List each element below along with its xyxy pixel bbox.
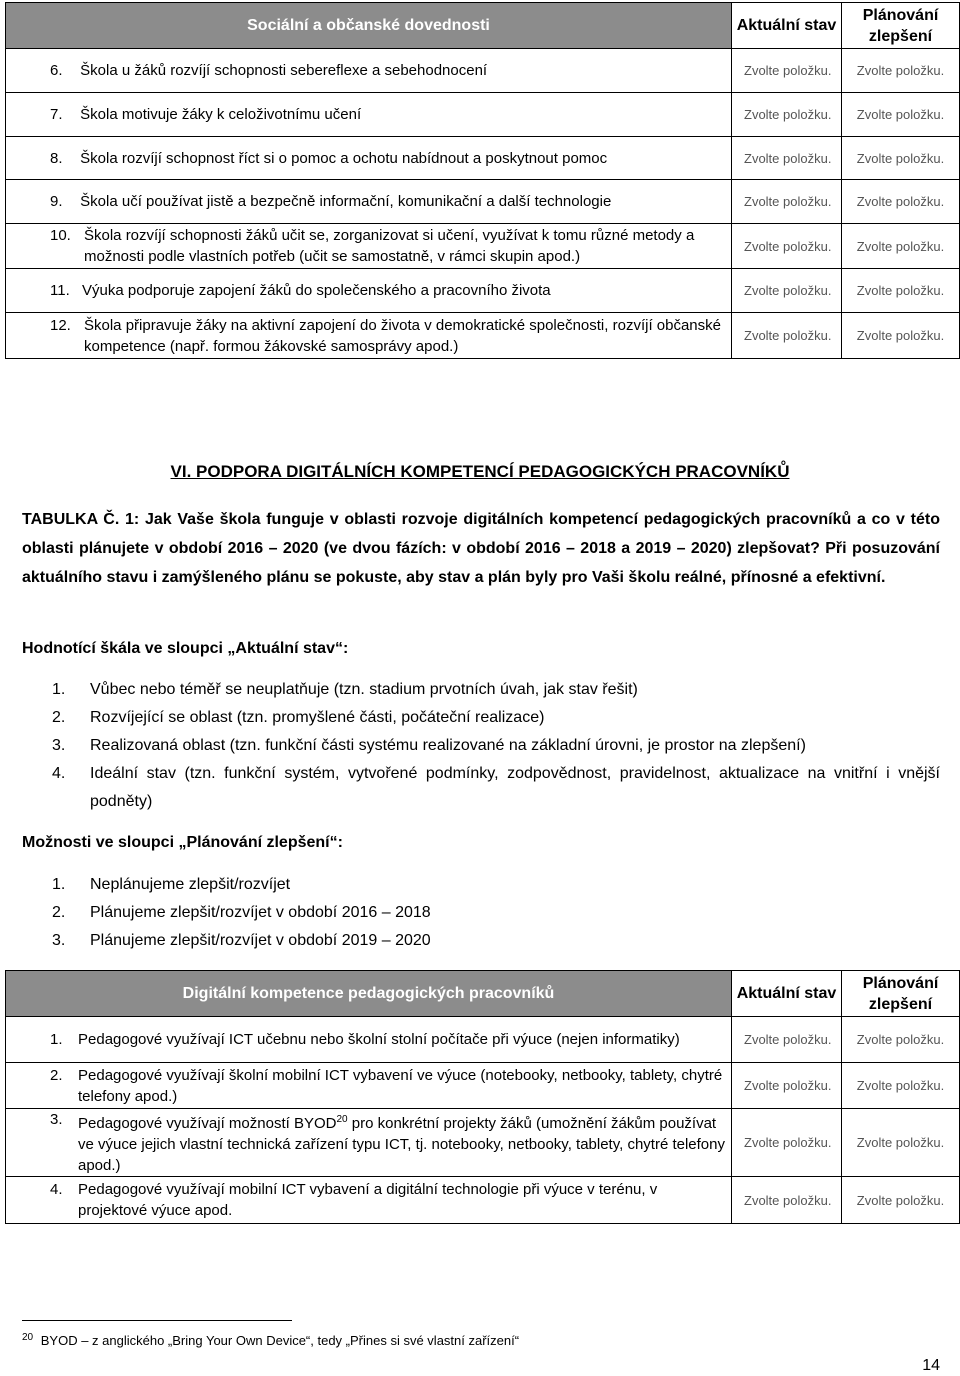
plan-select[interactable]: Zvolte položku. <box>842 180 960 224</box>
row-text: Pedagogové využívají školní mobilní ICT vybavení ve výuce (notebooky, netbooky, tablety, chytré telefony apod.) <box>78 1066 723 1105</box>
row-number: 2. <box>50 1066 63 1084</box>
options-list <box>52 871 940 955</box>
row-text: Pedagogové využívají ICT učebnu nebo školní stolní počítače při výuce (nejen informatiky) <box>78 1031 680 1048</box>
list-item: 3. Plánujeme zlepšit/rozvíjet v období 2019 – 2020 <box>52 932 431 949</box>
row-number: 10. <box>50 227 71 244</box>
table-row <box>6 1109 960 1177</box>
row-text: Škola motivuje žáky k celoživotnímu učení <box>80 106 362 123</box>
col-header-plan-improvement: Plánování zlepšení <box>842 3 960 49</box>
list-item: 1. Vůbec nebo téměř se neuplatňuje (tzn. stadium prvotních úvah, jak stav řešit) <box>52 681 638 698</box>
current-state-select[interactable]: Zvolte položku. <box>732 49 842 93</box>
current-state-select[interactable]: Zvolte položku. <box>732 1177 842 1224</box>
plan-select[interactable]: Zvolte položku. <box>842 1109 960 1177</box>
plan-select[interactable]: Zvolte položku. <box>842 93 960 137</box>
footnote-text: BYOD – z anglického „Bring Your Own Device“, tedy „Přines si své vlastní zařízení“ <box>40 1333 520 1349</box>
list-item: 4. Ideální stav (tzn. funkční systém, vytvořené podmínky, zodpovědnost, pravidelnost, aktualizace na vnitřní i vnější podněty) <box>52 765 940 810</box>
section-intro: TABULKA Č. 1: Jak Vaše škola funguje v oblasti rozvoje digitálních kompetencí pedagogických pracovníků a co v této oblasti plánujete v období 2016 – 2020 (ve dvou fázích: v období 2016 – 2018 a 2019 – 2020) zlepšovat? Při posuzování aktuálního stavu i zamýšleného plánu se pokuste, aby stav a plán byly pro Vaši školu reálné, přínosné a efektivní. <box>22 511 940 586</box>
plan-select[interactable]: Zvolte položku. <box>842 224 960 269</box>
row-text: Škola rozvíjí schopnosti žáků učit se, zorganizovat si učení, využívat k tomu různé metody a možnosti podle vlastních potřeb (učit se samostatně, v rámci skupin apod.) <box>84 227 695 265</box>
table-digital-competences <box>5 970 960 1224</box>
row-text: Škola u žáků rozvíjí schopnosti sebereflexe a sebehodnocení <box>80 62 488 79</box>
table-row <box>6 224 960 269</box>
current-state-select[interactable]: Zvolte položku. <box>732 1017 842 1063</box>
table-row <box>6 1017 960 1063</box>
col-header-current-state: Aktuální stav <box>732 3 842 49</box>
plan-select[interactable]: Zvolte položku. <box>842 1177 960 1224</box>
list-item: 2. Rozvíjející se oblast (tzn. promyšlené části, počáteční realizace) <box>52 709 545 726</box>
scale-title: Hodnotící škála ve sloupci „Aktuální stav“: <box>22 640 349 657</box>
col-header-plan-improvement: Plánování zlepšení <box>842 971 960 1017</box>
col-header-current-state: Aktuální stav <box>732 971 842 1017</box>
current-state-select[interactable]: Zvolte položku. <box>732 137 842 180</box>
table-row <box>6 1177 960 1224</box>
section-title: VI. PODPORA DIGITÁLNÍCH KOMPETENCÍ PEDAGOGICKÝCH PRACOVNÍKŮ <box>170 462 790 481</box>
plan-select[interactable]: Zvolte položku. <box>842 137 960 180</box>
current-state-select[interactable]: Zvolte položku. <box>732 1063 842 1109</box>
table1-title: Sociální a občanské dovednosti <box>6 3 732 49</box>
current-state-select[interactable]: Zvolte položku. <box>732 269 842 313</box>
plan-select[interactable]: Zvolte položku. <box>842 1017 960 1063</box>
table-social-civic-skills <box>5 2 960 359</box>
footnote-mark: 20 <box>22 1332 34 1343</box>
list-item: 1. Neplánujeme zlepšit/rozvíjet <box>52 876 291 893</box>
page-number: 14 <box>922 1357 940 1374</box>
row-text: Škola rozvíjí schopnost říct si o pomoc a ochotu nabídnout a poskytnout pomoc <box>80 149 608 167</box>
row-text: Pedagogové využívají možností BYOD$^{20}$ pro konkrétní projekty žáků (umožnění žákům používat ve výuce jejich vlastní technická zařízení typu ICT, tj. notebooky, netbooky, tablety, chytré telefony apod.) <box>78 1114 725 1174</box>
row-number: 11. <box>50 282 70 299</box>
row-text: Pedagogové využívají mobilní ICT vybavení a digitální technologie při výuce v terénu, v projektové výuce apod. <box>78 1181 658 1219</box>
table2-title: Digitální kompetence pedagogických pracovníků <box>6 971 732 1017</box>
table-row <box>6 1063 960 1109</box>
plan-select[interactable]: Zvolte položku. <box>842 1063 960 1109</box>
row-text: Škola připravuje žáky na aktivní zapojení do života v demokratické společnosti, rozvíjí občanské kompetence (např. formou žákovské samosprávy apod.) <box>84 316 721 355</box>
row-text: Škola učí používat jistě a bezpečně informační, komunikační a další technologie <box>80 193 612 210</box>
row-number: 3. <box>50 1111 63 1128</box>
plan-select[interactable]: Zvolte položku. <box>842 313 960 359</box>
footnote-divider <box>22 1320 292 1321</box>
row-number: 8. <box>50 149 63 167</box>
footnote <box>22 1332 519 1348</box>
current-state-select[interactable]: Zvolte položku. <box>732 224 842 269</box>
plan-select[interactable]: Zvolte položku. <box>842 49 960 93</box>
current-state-select[interactable]: Zvolte položku. <box>732 180 842 224</box>
table-row <box>6 49 960 93</box>
table-row <box>6 93 960 137</box>
row-text: Výuka podporuje zapojení žáků do společenského a pracovního života <box>82 282 551 299</box>
plan-select[interactable]: Zvolte položku. <box>842 269 960 313</box>
current-state-select[interactable]: Zvolte položku. <box>732 313 842 359</box>
scale-list <box>52 676 940 816</box>
footnote-ref: 20 <box>336 1114 348 1125</box>
table-row <box>6 313 960 359</box>
list-item: 3. Realizovaná oblast (tzn. funkční části systému realizované na základní úrovni, je prostor na zlepšení) <box>52 737 806 754</box>
table-row <box>6 269 960 313</box>
current-state-select[interactable]: Zvolte položku. <box>732 93 842 137</box>
options-title: Možnosti ve sloupci „Plánování zlepšení“: <box>22 834 343 851</box>
list-item: 2. Plánujeme zlepšit/rozvíjet v období 2016 – 2018 <box>52 904 431 921</box>
table-row <box>6 137 960 180</box>
row-number: 12. <box>50 316 71 334</box>
row-number: 9. <box>50 193 63 210</box>
row-number: 6. <box>50 62 63 79</box>
row-number: 4. <box>50 1181 63 1198</box>
current-state-select[interactable]: Zvolte položku. <box>732 1109 842 1177</box>
table-row <box>6 180 960 224</box>
row-number: 1. <box>50 1031 63 1048</box>
row-number: 7. <box>50 106 63 123</box>
